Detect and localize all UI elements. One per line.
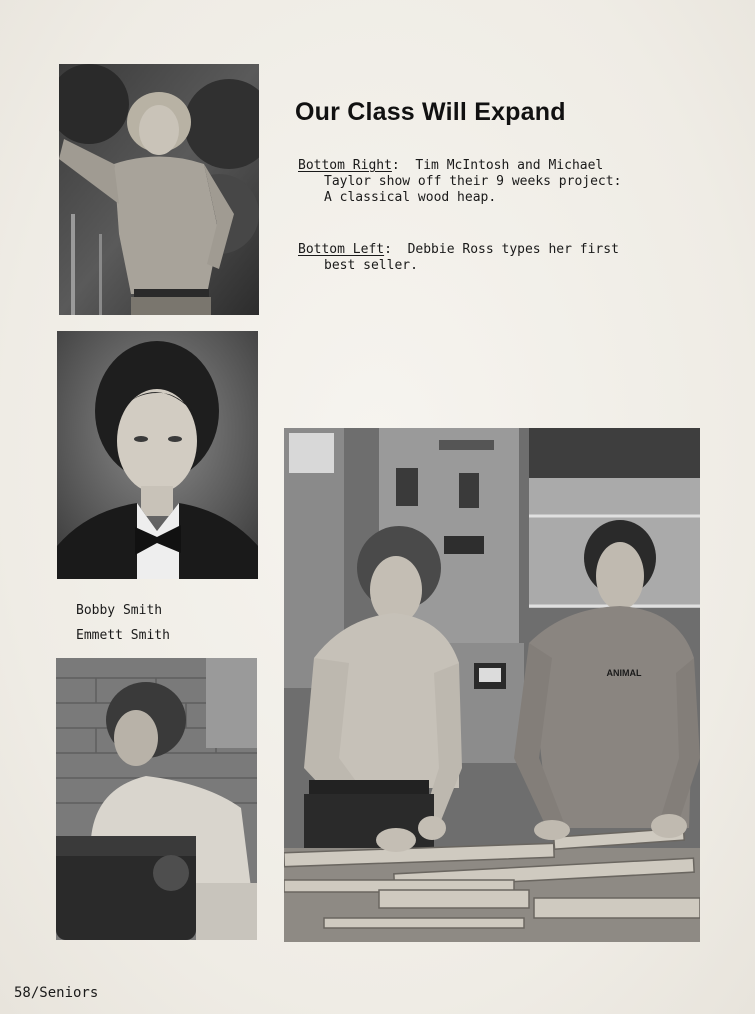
student-portrait-formal [57, 331, 258, 579]
student-names [76, 598, 170, 648]
wood-project-photo [284, 428, 700, 942]
caption-text: Taylor show off their 9 weeks project: [324, 174, 622, 189]
caption-text: Debbie Ross types her first [407, 242, 619, 257]
caption-bottom-left: Bottom Left: Debbie Ross types her first best seller. [298, 242, 698, 274]
caption-label: Bottom Left [298, 242, 385, 257]
student-name: Emmett Smith [76, 628, 170, 643]
shirt-text: ANIMAL [606, 668, 642, 678]
caption-label: Bottom Right [298, 158, 392, 173]
caption-bottom-right: Bottom Right: Tim McIntosh and Michael Taylor show off their 9 weeks project: A classical wood heap. [298, 158, 698, 206]
caption-text: best seller. [324, 258, 418, 273]
student-portrait-outdoor [59, 64, 259, 315]
caption-text: Tim McIntosh and Michael [415, 158, 604, 173]
student-name: Bobby Smith [76, 603, 163, 618]
page-footer: 58/Seniors [14, 985, 99, 1001]
caption-text: A classical wood heap. [324, 190, 497, 205]
typing-student-photo [56, 658, 257, 940]
page-title: Our Class Will Expand [295, 98, 566, 126]
